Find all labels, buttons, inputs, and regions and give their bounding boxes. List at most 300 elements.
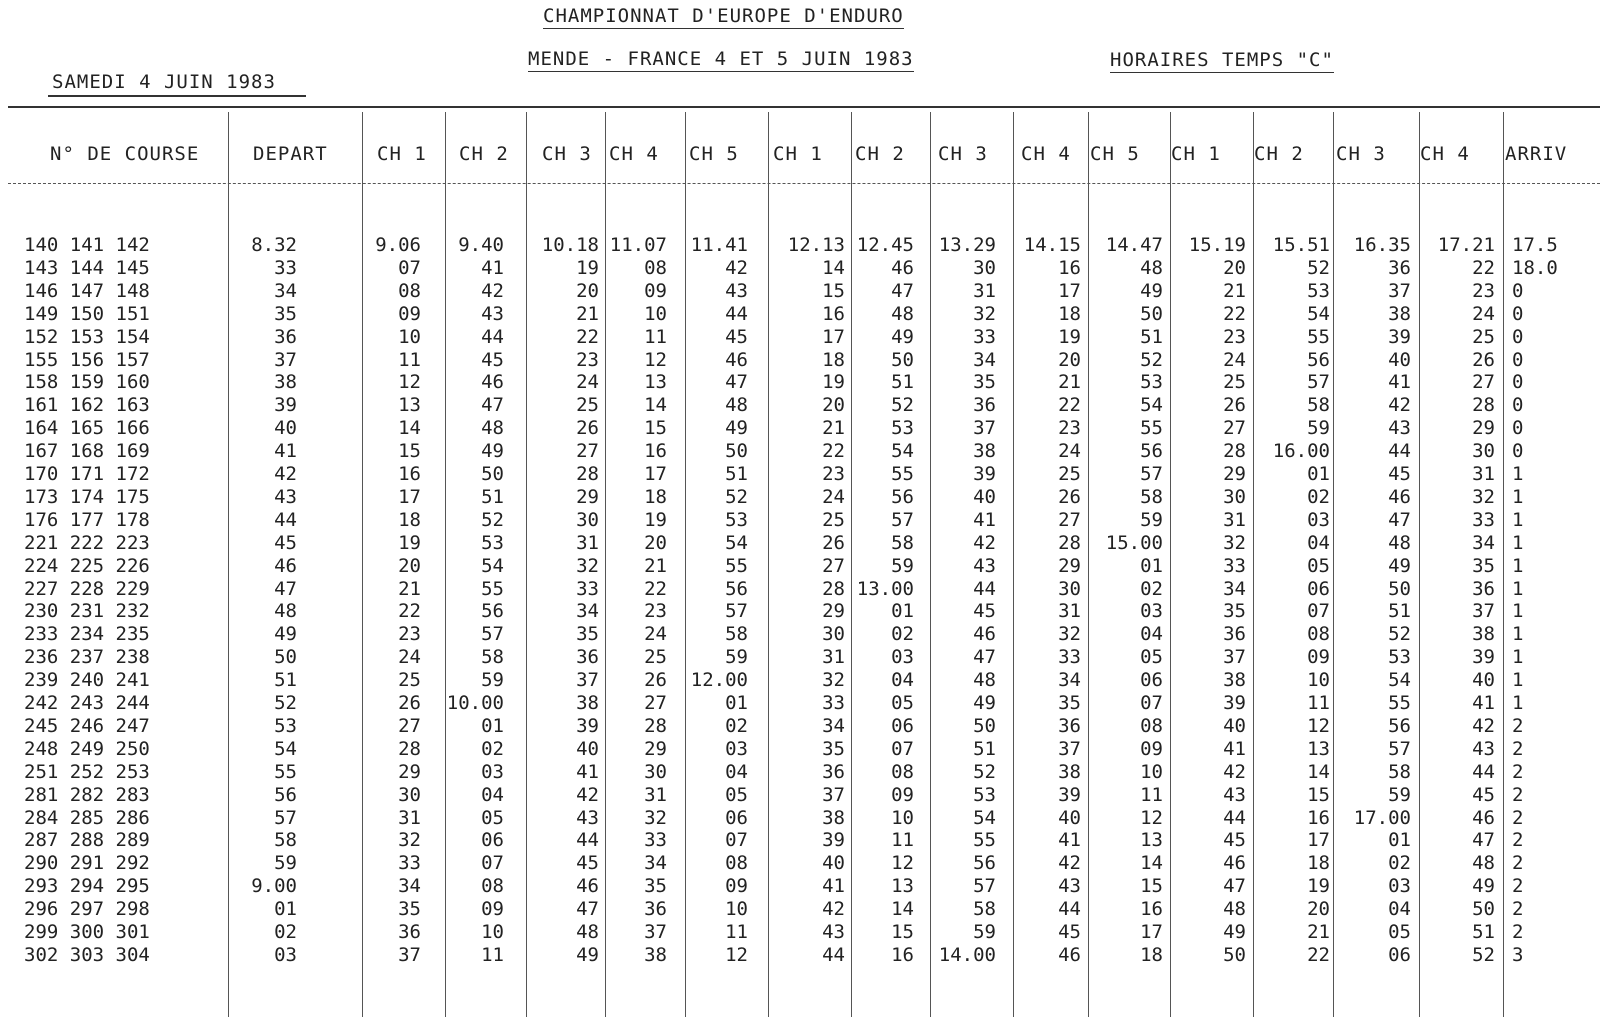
time-cell: 53 [481,531,504,554]
time-cell: 52 [725,485,748,508]
time-cell: 37 [1388,279,1411,302]
time-cell: 15.19 [1188,234,1246,256]
time-cell: 20 [644,531,667,554]
time-cell: 43 [576,806,599,829]
time-cell: 13 [644,371,667,394]
time-cell: 3 [1512,943,1524,966]
time-cell: 0 [1512,440,1524,463]
time-cell: 48 [973,669,996,692]
time-cell: 08 [725,852,748,875]
time-cell: 29 [398,760,421,783]
time-cell: 41 [274,440,297,463]
time-cell: 56 [1307,348,1330,371]
time-cell: 22 [576,325,599,348]
time-cell: 43 [1472,737,1495,760]
time-cell: 46 [481,371,504,394]
time-cell: 46 [973,623,996,646]
time-cell: 58 [725,623,748,646]
time-cell: 02 [725,714,748,737]
time-cell: 50 [891,348,914,371]
time-cell: 20 [1058,348,1081,371]
time-cell: 45 [481,348,504,371]
time-cell: 15 [398,440,421,463]
time-cell: 43 [1223,783,1246,806]
time-cell: 42 [973,531,996,554]
course-numbers: 248 249 250 [24,737,150,760]
time-cell: 01 [1140,554,1163,577]
time-cell: 30 [1223,485,1246,508]
time-cell: 2 [1512,921,1524,943]
time-cell: 44 [822,943,845,966]
time-cell: 09 [398,302,421,325]
time-cell: 33 [822,692,845,714]
time-cell: 59 [274,852,297,875]
course-numbers: 176 177 178 [24,508,150,531]
time-cell: 33 [973,325,996,348]
time-cell: 02 [481,737,504,760]
time-cell: 40 [1223,714,1246,737]
course-numbers: 155 156 157 [24,348,150,371]
time-cell: 55 [891,463,914,485]
time-cell: 40 [822,852,845,875]
time-cell: 03 [1388,875,1411,898]
time-cell: 56 [274,783,297,806]
time-cell: 36 [822,760,845,783]
time-cell: 49 [973,692,996,714]
course-numbers: 146 147 148 [24,279,150,302]
time-cell: 41 [1388,371,1411,394]
time-cell: 03 [481,760,504,783]
time-cell: 42 [274,463,297,485]
time-cell: 43 [1058,875,1081,898]
time-cell: 09 [891,783,914,806]
time-cell: 12 [1307,714,1330,737]
time-cell: 42 [481,279,504,302]
column-header: CH 5 [1090,143,1140,165]
time-cell: 34 [1472,531,1495,554]
time-cell: 52 [1472,943,1495,966]
time-cell: 2 [1512,714,1524,737]
time-cell: 17 [398,485,421,508]
time-cell: 55 [1307,325,1330,348]
time-cell: 09 [725,875,748,898]
time-cell: 41 [481,256,504,279]
time-cell: 48 [1472,852,1495,875]
time-cell: 2 [1512,852,1524,875]
time-cell: 16 [891,943,914,966]
time-cell: 11 [891,829,914,852]
time-cell: 51 [481,485,504,508]
time-cell: 03 [274,943,297,966]
time-cell: 13.29 [938,234,996,256]
time-cell: 38 [1388,302,1411,325]
time-cell: 25 [822,508,845,531]
course-numbers: 293 294 295 [24,875,150,898]
time-cell: 55 [1388,692,1411,714]
column-header: CH 4 [1021,143,1071,165]
course-numbers: 152 153 154 [24,325,150,348]
time-cell: 22 [1058,394,1081,417]
time-cell: 16.35 [1353,234,1411,256]
column-header: DEPART [253,143,328,165]
time-cell: 36 [274,325,297,348]
time-cell: 23 [1223,325,1246,348]
time-cell: 34 [398,875,421,898]
time-cell: 04 [1140,623,1163,646]
course-numbers: 143 144 145 [24,256,150,279]
time-cell: 01 [725,692,748,714]
time-cell: 37 [1058,737,1081,760]
time-cell: 14 [891,898,914,921]
time-cell: 40 [274,417,297,440]
time-cell: 17.5 [1512,234,1558,256]
course-numbers: 281 282 283 [24,783,150,806]
time-cell: 10.00 [446,692,504,714]
time-cell: 43 [1388,417,1411,440]
time-cell: 23 [1058,417,1081,440]
time-cell: 51 [274,669,297,692]
time-cell: 33 [1472,508,1495,531]
time-cell: 46 [274,554,297,577]
time-cell: 0 [1512,302,1524,325]
time-cell: 19 [576,256,599,279]
time-cell: 42 [576,783,599,806]
column-header: CH 2 [459,143,509,165]
time-cell: 22 [1223,302,1246,325]
time-cell: 47 [973,646,996,669]
time-cell: 16 [398,463,421,485]
time-cell: 12 [891,852,914,875]
time-cell: 26 [1058,485,1081,508]
time-cell: 58 [891,531,914,554]
time-cell: 0 [1512,394,1524,417]
course-numbers: 284 285 286 [24,806,150,829]
time-cell: 17 [644,463,667,485]
time-cell: 22 [398,600,421,623]
time-cell: 0 [1512,417,1524,440]
time-cell: 27 [398,714,421,737]
time-cell: 32 [576,554,599,577]
course-numbers: 140 141 142 [24,234,150,256]
time-cell: 20 [1223,256,1246,279]
time-cell: 15 [822,279,845,302]
time-cell: 39 [1472,646,1495,669]
time-cell: 34 [644,852,667,875]
time-cell: 46 [576,875,599,898]
time-cell: 24 [398,646,421,669]
time-cell: 48 [576,921,599,943]
time-cell: 46 [891,256,914,279]
time-cell: 50 [1140,302,1163,325]
time-cell: 51 [891,371,914,394]
column-header: CH 2 [855,143,905,165]
time-cell: 13 [1140,829,1163,852]
time-cell: 47 [274,577,297,600]
time-cell: 2 [1512,898,1524,921]
time-cell: 16 [644,440,667,463]
time-cell: 22 [644,577,667,600]
time-cell: 33 [398,852,421,875]
time-cell: 08 [481,875,504,898]
time-cell: 19 [398,531,421,554]
time-cell: 46 [1472,806,1495,829]
time-cell: 21 [1058,371,1081,394]
course-numbers: 290 291 292 [24,852,150,875]
time-cell: 28 [644,714,667,737]
time-cell: 02 [274,921,297,943]
time-cell: 32 [1472,485,1495,508]
column-divider [1419,112,1420,1017]
time-cell: 2 [1512,875,1524,898]
time-cell: 26 [644,669,667,692]
time-cell: 9.06 [375,234,421,256]
column-header: CH 1 [773,143,823,165]
header-top-rule [8,106,1600,108]
time-cell: 07 [481,852,504,875]
time-cell: 54 [725,531,748,554]
time-cell: 28 [398,737,421,760]
time-cell: 50 [725,440,748,463]
column-divider [930,112,931,1017]
time-cell: 16 [822,302,845,325]
column-header: CH 4 [1420,143,1470,165]
time-cell: 14.15 [1023,234,1081,256]
time-cell: 53 [725,508,748,531]
time-cell: 39 [1223,692,1246,714]
time-cell: 38 [576,692,599,714]
course-numbers: 167 168 169 [24,440,150,463]
time-cell: 20 [576,279,599,302]
time-cell: 58 [481,646,504,669]
time-cell: 16.00 [1272,440,1330,463]
time-cell: 21 [398,577,421,600]
column-divider [851,112,852,1017]
time-cell: 0 [1512,325,1524,348]
time-cell: 23 [822,463,845,485]
time-cell: 48 [1140,256,1163,279]
time-cell: 27 [1223,417,1246,440]
time-cell: 18 [644,485,667,508]
time-cell: 40 [1472,669,1495,692]
time-cell: 38 [1223,669,1246,692]
time-cell: 49 [274,623,297,646]
time-cell: 40 [1388,348,1411,371]
time-cell: 9.40 [458,234,504,256]
time-cell: 18 [1307,852,1330,875]
time-cell: 34 [822,714,845,737]
time-cell: 23 [644,600,667,623]
time-cell: 26 [1223,394,1246,417]
time-cell: 12.00 [690,669,748,692]
time-cell: 08 [398,279,421,302]
time-cell: 15.51 [1272,234,1330,256]
time-cell: 47 [1388,508,1411,531]
time-cell: 51 [1388,600,1411,623]
time-cell: 51 [725,463,748,485]
course-numbers: 164 165 166 [24,417,150,440]
time-cell: 35 [1058,692,1081,714]
time-cell: 54 [1388,669,1411,692]
time-cell: 13.00 [856,577,914,600]
time-cell: 30 [576,508,599,531]
column-header: CH 1 [377,143,427,165]
time-cell: 16 [1058,256,1081,279]
course-numbers: 161 162 163 [24,394,150,417]
course-numbers: 245 246 247 [24,714,150,737]
time-cell: 01 [1388,829,1411,852]
time-cell: 30 [1472,440,1495,463]
time-cell: 51 [1140,325,1163,348]
time-cell: 31 [1472,463,1495,485]
time-cell: 49 [1472,875,1495,898]
time-cell: 30 [822,623,845,646]
time-cell: 56 [1140,440,1163,463]
column-header: CH 5 [689,143,739,165]
time-cell: 37 [822,783,845,806]
time-cell: 41 [1472,692,1495,714]
time-cell: 53 [274,714,297,737]
time-cell: 41 [973,508,996,531]
document-title: CHAMPIONNAT D'EUROPE D'ENDURO [543,5,904,27]
time-cell: 41 [822,875,845,898]
time-cell: 47 [481,394,504,417]
time-cell: 18 [1058,302,1081,325]
time-cell: 36 [644,898,667,921]
time-cell: 01 [274,898,297,921]
time-cell: 47 [1223,875,1246,898]
time-cell: 36 [576,646,599,669]
time-cell: 23 [576,348,599,371]
time-cell: 49 [1223,921,1246,943]
time-cell: 56 [481,600,504,623]
time-cell: 39 [973,463,996,485]
time-cell: 09 [644,279,667,302]
time-cell: 32 [1058,623,1081,646]
time-cell: 2 [1512,760,1524,783]
time-cell: 17.00 [1353,806,1411,829]
time-cell: 53 [891,417,914,440]
time-cell: 11.07 [609,234,667,256]
time-cell: 06 [891,714,914,737]
time-cell: 57 [274,806,297,829]
time-cell: 13 [398,394,421,417]
time-cell: 58 [1388,760,1411,783]
time-cell: 07 [1307,600,1330,623]
time-cell: 1 [1512,463,1524,485]
time-cell: 38 [644,943,667,966]
time-cell: 14.47 [1105,234,1163,256]
time-cell: 49 [1388,554,1411,577]
time-cell: 06 [1388,943,1411,966]
time-cell: 01 [481,714,504,737]
time-cell: 29 [576,485,599,508]
time-cell: 0 [1512,371,1524,394]
time-cell: 21 [1223,279,1246,302]
time-cell: 12 [644,348,667,371]
time-cell: 48 [274,600,297,623]
time-cell: 37 [274,348,297,371]
time-cell: 45 [725,325,748,348]
course-numbers: 173 174 175 [24,485,150,508]
time-cell: 48 [891,302,914,325]
time-cell: 15 [891,921,914,943]
time-cell: 09 [1140,737,1163,760]
time-cell: 39 [576,714,599,737]
time-cell: 50 [481,463,504,485]
time-cell: 14 [1307,760,1330,783]
time-cell: 49 [576,943,599,966]
time-cell: 05 [1307,554,1330,577]
time-cell: 39 [822,829,845,852]
time-cell: 44 [1388,440,1411,463]
time-cell: 48 [1388,531,1411,554]
time-cell: 19 [1307,875,1330,898]
time-cell: 28 [1472,394,1495,417]
time-cell: 45 [576,852,599,875]
time-cell: 19 [1058,325,1081,348]
time-cell: 09 [481,898,504,921]
column-header: CH 4 [609,143,659,165]
time-cell: 42 [1388,394,1411,417]
time-cell: 50 [1388,577,1411,600]
time-cell: 38 [1472,623,1495,646]
time-cell: 13 [1307,737,1330,760]
time-cell: 54 [891,440,914,463]
time-cell: 41 [1058,829,1081,852]
time-cell: 30 [1058,577,1081,600]
time-cell: 24 [1472,302,1495,325]
time-cell: 49 [891,325,914,348]
column-divider [1253,112,1254,1017]
time-cell: 37 [1472,600,1495,623]
time-cell: 01 [891,600,914,623]
time-cell: 43 [481,302,504,325]
column-divider [1503,112,1504,1017]
time-cell: 27 [1058,508,1081,531]
time-cell: 47 [1472,829,1495,852]
time-cell: 55 [725,554,748,577]
time-cell: 34 [576,600,599,623]
time-cell: 41 [576,760,599,783]
time-cell: 0 [1512,348,1524,371]
time-cell: 44 [576,829,599,852]
time-cell: 16 [1307,806,1330,829]
time-cell: 12 [398,371,421,394]
time-cell: 23 [1472,279,1495,302]
course-numbers: 230 231 232 [24,600,150,623]
time-cell: 28 [1223,440,1246,463]
time-cell: 59 [725,646,748,669]
time-cell: 29 [1472,417,1495,440]
time-cell: 35 [644,875,667,898]
time-cell: 1 [1512,623,1524,646]
time-cell: 43 [725,279,748,302]
time-cell: 58 [1140,485,1163,508]
time-cell: 37 [1223,646,1246,669]
time-cell: 12 [725,943,748,966]
time-cell: 59 [1388,783,1411,806]
time-cell: 35 [1223,600,1246,623]
time-cell: 36 [1223,623,1246,646]
time-cell: 04 [1307,531,1330,554]
time-cell: 37 [973,417,996,440]
time-cell: 38 [274,371,297,394]
time-cell: 04 [1388,898,1411,921]
time-cell: 11 [725,921,748,943]
time-cell: 53 [1307,279,1330,302]
time-cell: 15 [1140,875,1163,898]
time-cell: 56 [973,852,996,875]
